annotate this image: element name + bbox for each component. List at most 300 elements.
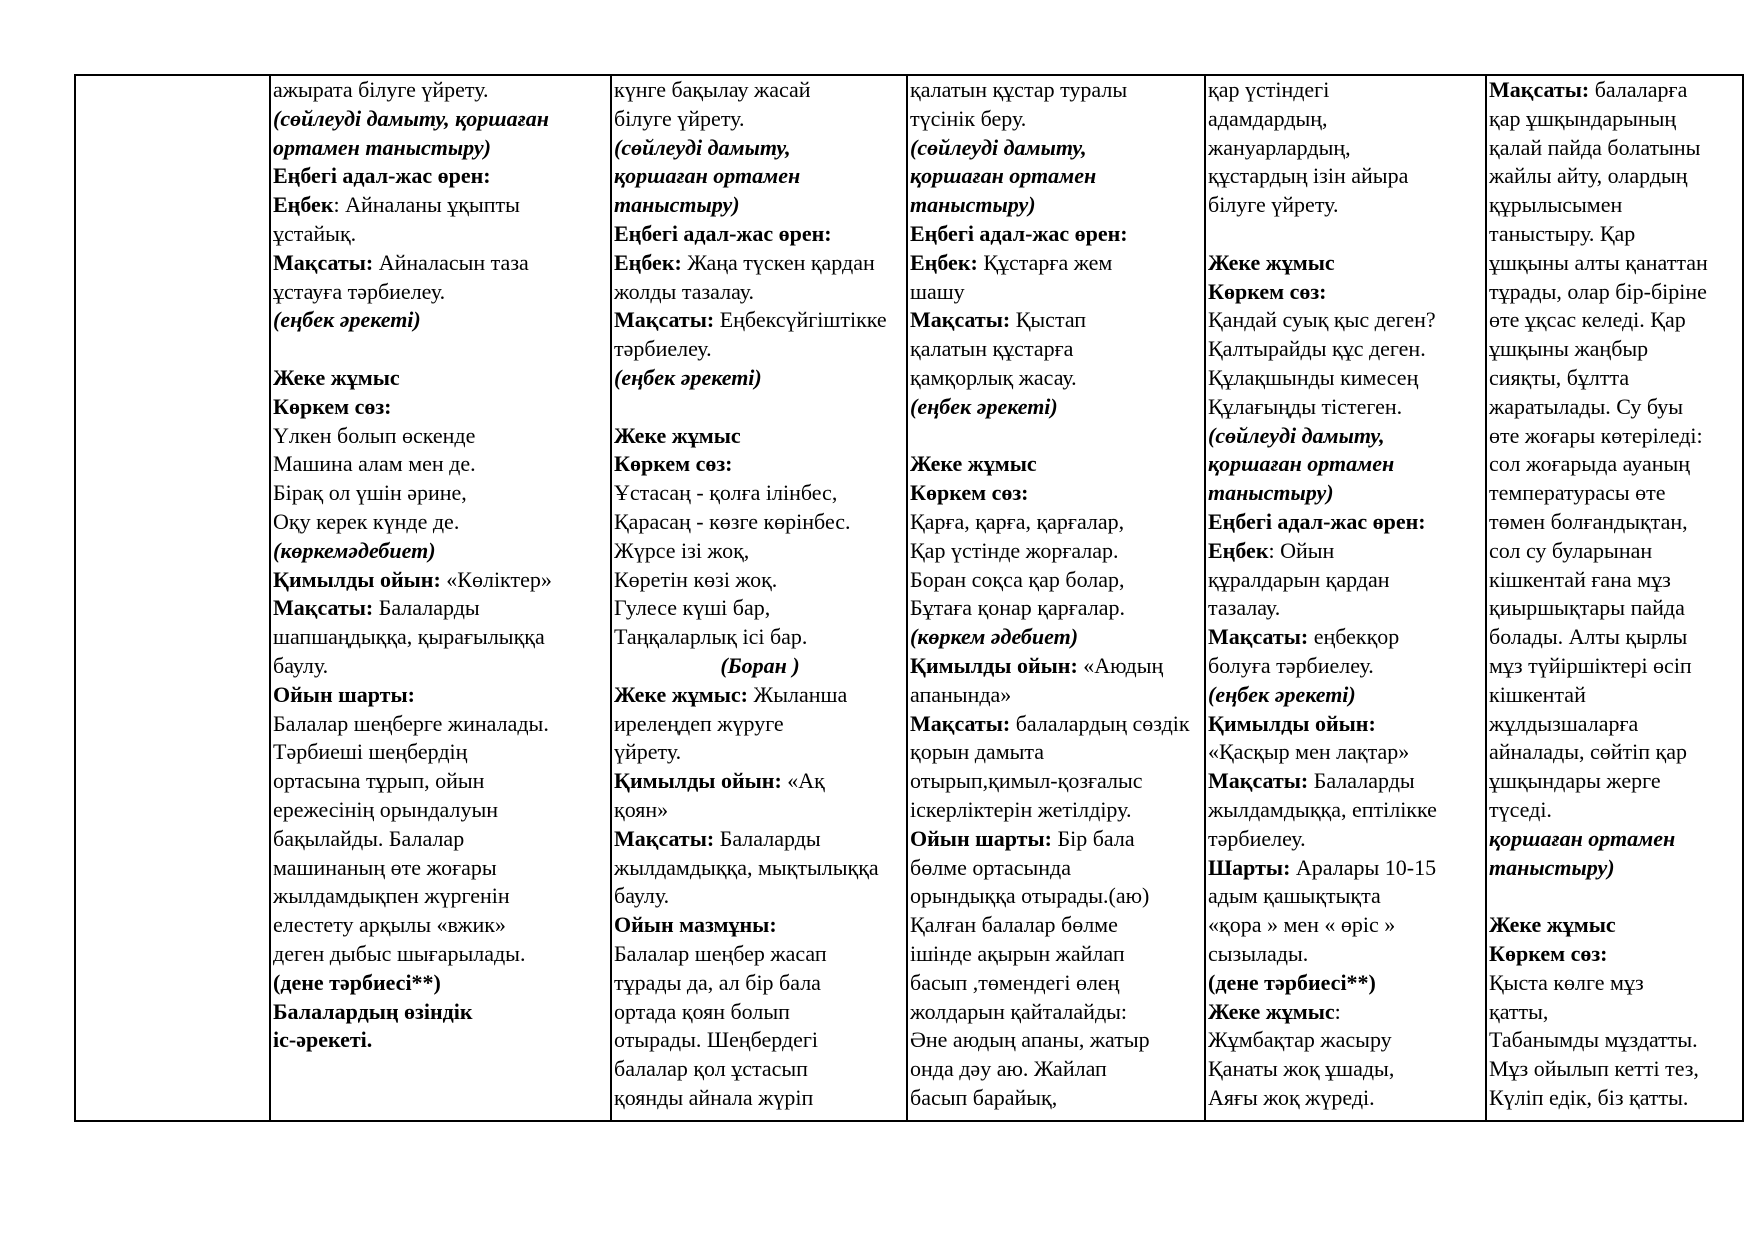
text-segment: температурасы өте (1489, 480, 1666, 506)
text-line (910, 882, 1204, 911)
text-segment: мұз түйіршіктері өсіп (1489, 652, 1692, 678)
text-line (1489, 191, 1742, 220)
text-line (273, 220, 610, 249)
text-segment: Машина алам мен де. (273, 451, 476, 477)
text-segment: құрылысымен (1489, 192, 1623, 218)
text-line (1208, 796, 1485, 825)
text-line (1489, 882, 1742, 911)
emphasis-segment: Мақсаты: (273, 595, 374, 621)
text-segment: сызылады. (1208, 940, 1309, 966)
emphasis-segment: таныстыру) (1208, 480, 1334, 506)
plan-table (74, 74, 1744, 1122)
text-line (273, 969, 610, 998)
text-line (910, 105, 1204, 134)
text-line (273, 249, 610, 278)
table-column-1 (76, 76, 269, 1120)
emphasis-segment: (көркем әдебиет) (910, 624, 1079, 650)
text-line (1489, 1084, 1742, 1113)
text-line (273, 738, 610, 767)
text-line (1489, 306, 1742, 335)
text-line (1208, 335, 1485, 364)
emphasis-segment: (дене тәрбиесі**) (1208, 969, 1376, 995)
text-segment: Бір бала (1051, 825, 1135, 851)
emphasis-segment: Ойын мазмұны: (614, 912, 777, 938)
text-segment: «Аюдың (1077, 652, 1164, 678)
text-line (1208, 623, 1485, 652)
text-segment: Оқу керек күнде де. (273, 508, 460, 534)
text-segment: Айналасын таза (373, 249, 529, 275)
emphasis-segment: Еңбегі адал-жас өрен: (614, 220, 832, 246)
text-segment: Таңқаларлық ісі бар. (614, 624, 808, 650)
text-segment: тұрады, олар бір-біріне (1489, 278, 1707, 304)
text-line (273, 335, 610, 364)
text-segment: машинаның өте жоғары (273, 854, 497, 880)
text-segment: адым қашықтықта (1208, 883, 1381, 909)
text-line (1208, 393, 1485, 422)
emphasis-segment: Көркем сөз: (614, 451, 733, 477)
emphasis-segment: Мақсаты: (1489, 77, 1590, 102)
text-line (910, 393, 1204, 422)
emphasis-segment: Жеке жұмыс (1208, 249, 1335, 275)
text-line (910, 162, 1204, 191)
text-segment: ұстайық. (273, 220, 357, 246)
text-line (614, 393, 906, 422)
emphasis-segment: (еңбек әрекеті) (1208, 681, 1356, 707)
text-line (1489, 710, 1742, 739)
text-segment: сол жоғарыда ауаның (1489, 451, 1691, 477)
text-segment: отырады. Шеңбердегі (614, 1027, 819, 1053)
text-line (614, 537, 906, 566)
table-column-3 (610, 76, 906, 1120)
text-line (614, 710, 906, 739)
text-segment: ішінде ақырын жайлап (910, 940, 1125, 966)
text-line (273, 364, 610, 393)
text-segment: Қанаты жоқ ұшады, (1208, 1056, 1395, 1082)
emphasis-segment: Мақсаты: (1208, 624, 1309, 650)
emphasis-segment: Ойын шарты: (910, 825, 1052, 851)
text-line (910, 191, 1204, 220)
text-segment: ортада қоян болып (614, 998, 790, 1024)
text-line (614, 249, 906, 278)
text-line (614, 450, 906, 479)
text-segment: онда дәу аю. Жайлап (910, 1056, 1107, 1082)
text-segment: ажырата білуге үйрету. (273, 77, 489, 102)
text-segment: Жұмбақтар жасыру (1208, 1027, 1392, 1053)
text-line (273, 422, 610, 451)
emphasis-segment: Еңбек: (910, 249, 978, 275)
text-segment: жолдарын қайталайды: (910, 998, 1128, 1024)
text-line (910, 969, 1204, 998)
text-line (1489, 220, 1742, 249)
text-line (273, 594, 610, 623)
text-line (1489, 998, 1742, 1027)
text-segment: «Қасқыр мен лақтар» (1208, 739, 1410, 765)
text-line (910, 450, 1204, 479)
text-segment: жылдамдыққа, ептілікке (1208, 796, 1437, 822)
emphasis-segment: Еңбегі адал-жас өрен: (910, 220, 1128, 246)
text-line (273, 508, 610, 537)
text-line (614, 422, 906, 451)
text-segment: ирелеңдеп жүруге (614, 710, 784, 736)
text-line (614, 940, 906, 969)
text-line (273, 306, 610, 335)
text-segment: болуға тәрбиелеу. (1208, 652, 1374, 678)
text-line (1489, 422, 1742, 451)
emphasis-segment: таныстыру) (910, 192, 1036, 218)
emphasis-segment: іс-әрекеті. (273, 1027, 373, 1053)
text-segment: Қарасаң - көзге көрінбес. (614, 508, 851, 534)
text-line (273, 767, 610, 796)
text-segment: ұстауға тәрбиелеу. (273, 278, 446, 304)
emphasis-segment: қоршаған ортамен (614, 163, 801, 189)
emphasis-segment: Балалардың өзіндік (273, 998, 473, 1024)
text-segment: : Айналаны ұқыпты (333, 192, 520, 218)
text-segment: балаларға (1589, 77, 1688, 102)
text-line (910, 738, 1204, 767)
text-line (614, 825, 906, 854)
emphasis-segment: ортамен таныстыру) (273, 134, 491, 160)
emphasis-segment: қоршаған ортамен (1489, 825, 1676, 851)
text-segment: жайлы айту, олардың (1489, 163, 1688, 189)
text-segment: Құстарға жем (977, 249, 1113, 275)
text-line (1489, 479, 1742, 508)
text-line (273, 796, 610, 825)
text-segment: іскерліктерін жетілдіру. (910, 796, 1132, 822)
text-line (1489, 134, 1742, 163)
text-line (1489, 854, 1742, 883)
text-line (614, 479, 906, 508)
text-line (910, 1026, 1204, 1055)
text-segment: Үлкен болып өскенде (273, 422, 476, 448)
text-line (614, 796, 906, 825)
text-segment: ережесінің орындалуын (273, 796, 499, 822)
text-line (1489, 911, 1742, 940)
text-segment: үйрету. (614, 739, 682, 765)
text-line (910, 278, 1204, 307)
text-segment: қар ұшқындарының (1489, 105, 1677, 131)
text-line (910, 681, 1204, 710)
text-line (1208, 422, 1485, 451)
text-line (614, 566, 906, 595)
text-line (1489, 393, 1742, 422)
text-line (273, 882, 610, 911)
text-segment: қалатын құстарға (910, 336, 1074, 362)
text-line (1208, 162, 1485, 191)
text-segment: балалардың сөздік (1010, 710, 1190, 736)
text-segment: қоян» (614, 796, 669, 822)
text-segment: Балаларды (714, 825, 821, 851)
text-line (1489, 681, 1742, 710)
text-line (273, 623, 610, 652)
text-line (614, 105, 906, 134)
text-segment: Әне аюдың апаны, жатыр (910, 1027, 1150, 1053)
text-line (614, 1026, 906, 1055)
text-line (614, 882, 906, 911)
text-line (1208, 854, 1485, 883)
text-segment: білуге үйрету. (1208, 192, 1339, 218)
text-segment: Көретін көзі жоқ. (614, 566, 778, 592)
text-line (1489, 738, 1742, 767)
emphasis-segment: Жеке жұмыс (1489, 912, 1616, 938)
text-line (1208, 306, 1485, 335)
emphasis-segment: Көркем сөз: (1208, 278, 1327, 304)
text-segment: жолды тазалау. (614, 278, 755, 304)
text-line (910, 911, 1204, 940)
text-segment: айналады, сөйтіп қар (1489, 739, 1687, 765)
text-segment: Бұтаға қонар қарғалар. (910, 595, 1125, 621)
text-segment: құралдарын қардан (1208, 566, 1390, 592)
text-line (614, 998, 906, 1027)
text-line (1489, 508, 1742, 537)
text-line (273, 854, 610, 883)
text-segment: қиыршықтары пайда (1489, 595, 1685, 621)
text-segment: қатты, (1489, 998, 1549, 1024)
emphasis-segment: Жеке жұмыс (273, 364, 400, 390)
text-line (1489, 249, 1742, 278)
text-segment: болады. Алты қырлы (1489, 624, 1688, 650)
emphasis-segment: Еңбегі адал-жас өрен: (273, 163, 491, 189)
text-line (273, 278, 610, 307)
text-line (910, 220, 1204, 249)
text-line (1489, 105, 1742, 134)
text-line (910, 796, 1204, 825)
text-line (1208, 594, 1485, 623)
text-segment: Балалар шеңберге жиналады. (273, 710, 549, 736)
text-segment: адамдардың, (1208, 105, 1328, 131)
text-line (1489, 594, 1742, 623)
text-line (1489, 940, 1742, 969)
text-line (614, 594, 906, 623)
text-line (273, 940, 610, 969)
text-segment: «қора » мен « өріс » (1208, 912, 1396, 938)
text-line (1208, 1026, 1485, 1055)
text-line (1208, 249, 1485, 278)
text-line (910, 508, 1204, 537)
text-segment: білуге үйрету. (614, 105, 745, 131)
text-line (1208, 566, 1485, 595)
text-segment: «Ақ (781, 768, 825, 794)
text-segment: Бірақ ол үшін әрине, (273, 480, 467, 506)
text-segment: Балалар шеңбер жасап (614, 940, 827, 966)
text-line (1208, 652, 1485, 681)
text-line (1208, 364, 1485, 393)
text-segment: : (1334, 998, 1341, 1024)
text-segment: қалай пайда болатыны (1489, 134, 1701, 160)
text-line (1489, 1026, 1742, 1055)
text-segment: Тәрбиеші шеңбердің (273, 739, 468, 765)
emphasis-segment: қоршаған ортамен (910, 163, 1097, 189)
text-segment: қоянды айнала жүріп (614, 1084, 814, 1110)
emphasis-segment: Шарты: (1208, 854, 1291, 880)
text-line (273, 1026, 610, 1055)
emphasis-segment: қоршаған ортамен (1208, 451, 1395, 477)
text-segment: Қалған балалар бөлме (910, 912, 1118, 938)
emphasis-segment: Жеке жұмыс (1208, 998, 1335, 1024)
text-segment: Жыланша (748, 681, 848, 707)
text-line (614, 1055, 906, 1084)
emphasis-segment: Мақсаты: (910, 710, 1011, 736)
text-segment: қар үстіндегі (1208, 77, 1330, 102)
text-line (614, 911, 906, 940)
text-line (614, 335, 906, 364)
text-segment: тәрбиелеу. (614, 336, 712, 362)
text-line (1489, 825, 1742, 854)
text-line (1489, 1055, 1742, 1084)
emphasis-segment: Еңбек (1208, 537, 1269, 563)
text-segment: : Ойын (1268, 537, 1335, 563)
text-line (1489, 566, 1742, 595)
text-line (1489, 796, 1742, 825)
text-segment: Қарға, қарға, қарғалар, (910, 508, 1125, 534)
text-line (910, 566, 1204, 595)
text-segment: өте жоғары көтеріледі: (1489, 422, 1703, 448)
emphasis-segment: Қимылды ойын: (614, 768, 782, 794)
text-segment: тазалау. (1208, 595, 1281, 621)
text-line (614, 76, 906, 105)
emphasis-segment: (Боран ) (720, 652, 800, 678)
text-line (273, 537, 610, 566)
text-line (273, 105, 610, 134)
text-line (910, 825, 1204, 854)
text-segment: бақылайды. Балалар (273, 825, 465, 851)
text-segment: басып ,төмендегі өлең (910, 969, 1120, 995)
text-line (910, 594, 1204, 623)
text-line (273, 162, 610, 191)
emphasis-segment: Мақсаты: (614, 825, 715, 851)
text-line (1208, 1055, 1485, 1084)
emphasis-segment: (көркемәдебиет) (273, 537, 436, 563)
text-segment: Еңбексүйгіштікке (714, 307, 887, 333)
text-segment: түседі. (1489, 796, 1552, 822)
text-line (910, 134, 1204, 163)
text-line (614, 681, 906, 710)
text-line (273, 191, 610, 220)
text-line (1489, 767, 1742, 796)
text-line (1489, 335, 1742, 364)
text-line (910, 479, 1204, 508)
text-segment: Балаларды (1308, 768, 1415, 794)
text-segment: Жаңа түскен қардан (681, 249, 875, 275)
text-segment: орындыққа отырады.(аю) (910, 883, 1150, 909)
text-line (1208, 825, 1485, 854)
emphasis-segment: (дене тәрбиесі**) (273, 969, 441, 995)
text-line (1208, 537, 1485, 566)
text-segment: құстардың ізін айыра (1208, 163, 1409, 189)
emphasis-segment: Мақсаты: (1208, 768, 1309, 794)
text-segment: Ұстасаң - қолға ілінбес, (614, 480, 838, 506)
text-line (1489, 652, 1742, 681)
text-segment: отырып,қимыл-қозғалыс (910, 768, 1143, 794)
text-line (1208, 1084, 1485, 1113)
text-line (1208, 220, 1485, 249)
text-line (910, 940, 1204, 969)
text-line (614, 191, 906, 220)
emphasis-segment: Көркем сөз: (1489, 940, 1608, 966)
table-column-5 (1204, 76, 1485, 1120)
text-line (910, 1084, 1204, 1113)
text-segment: баулу. (273, 652, 329, 678)
text-line (273, 566, 610, 595)
text-line (1208, 882, 1485, 911)
text-line (1208, 710, 1485, 739)
emphasis-segment: Қимылды ойын: (910, 652, 1078, 678)
text-segment: елестету арқылы «вжик» (273, 912, 506, 938)
text-line (1489, 450, 1742, 479)
text-line (910, 537, 1204, 566)
text-segment: өте ұқсас келеді. Қар (1489, 307, 1686, 333)
text-segment: балалар қол ұстасып (614, 1056, 808, 1082)
text-segment: бөлме ортасында (910, 854, 1071, 880)
text-segment: Қалтырайды құс деген. (1208, 336, 1426, 362)
text-segment: жаратылады. Су буы (1489, 393, 1684, 419)
text-line (1489, 364, 1742, 393)
text-line (273, 652, 610, 681)
text-segment: кішкентай (1489, 681, 1586, 707)
text-line (1208, 479, 1485, 508)
text-segment: түсінік беру. (910, 105, 1027, 131)
text-segment: кішкентай ғана мұз (1489, 566, 1671, 592)
text-segment: Қар үстінде жорғалар. (910, 537, 1119, 563)
text-segment: Гулесе күші бар, (614, 595, 771, 621)
text-segment: «Көліктер» (440, 566, 552, 592)
text-line (273, 134, 610, 163)
text-line (910, 364, 1204, 393)
text-line (1489, 623, 1742, 652)
emphasis-segment: (сөйлеуді дамыту, (910, 134, 1087, 160)
text-line (1208, 508, 1485, 537)
emphasis-segment: (сөйлеуді дамыту, қоршаған (273, 105, 549, 131)
text-line (910, 767, 1204, 796)
emphasis-segment: Көркем сөз: (273, 393, 392, 419)
text-segment: жұлдызшаларға (1489, 710, 1639, 736)
text-line (1208, 450, 1485, 479)
text-segment: деген дыбыс шығарылады. (273, 940, 526, 966)
emphasis-segment: Қимылды ойын: (1208, 710, 1376, 736)
text-segment: апанында» (910, 681, 1012, 707)
emphasis-segment: Жеке жұмыс (910, 451, 1037, 477)
emphasis-segment: (сөйлеуді дамыту, (614, 134, 791, 160)
text-line (910, 1055, 1204, 1084)
emphasis-segment: (сөйлеуді дамыту, (1208, 422, 1385, 448)
text-segment: ортасына тұрып, ойын (273, 768, 485, 794)
text-segment: ұшқындары жерге (1489, 768, 1661, 794)
text-line (910, 854, 1204, 883)
text-line (614, 508, 906, 537)
text-line (1208, 738, 1485, 767)
text-segment: сол су буларынан (1489, 537, 1653, 563)
emphasis-segment: Көркем сөз: (910, 480, 1029, 506)
emphasis-segment: Жеке жұмыс (614, 422, 741, 448)
text-segment: төмен болғандықтан, (1489, 508, 1688, 534)
text-line (273, 76, 610, 105)
text-line (1489, 537, 1742, 566)
text-line (910, 335, 1204, 364)
emphasis-segment: Мақсаты: (614, 307, 715, 333)
emphasis-segment: таныстыру) (614, 192, 740, 218)
text-segment: Жүрсе ізі жоқ, (614, 537, 750, 563)
text-line (910, 998, 1204, 1027)
text-line (910, 249, 1204, 278)
emphasis-segment: Ойын шарты: (273, 681, 415, 707)
text-segment: Құлағыңды тістеген. (1208, 393, 1403, 419)
text-line (614, 364, 906, 393)
text-line (1489, 76, 1742, 105)
text-segment: жануарлардың, (1208, 134, 1351, 160)
text-line (1208, 911, 1485, 940)
text-line (1489, 278, 1742, 307)
table-column-2 (269, 76, 610, 1120)
text-line (614, 767, 906, 796)
